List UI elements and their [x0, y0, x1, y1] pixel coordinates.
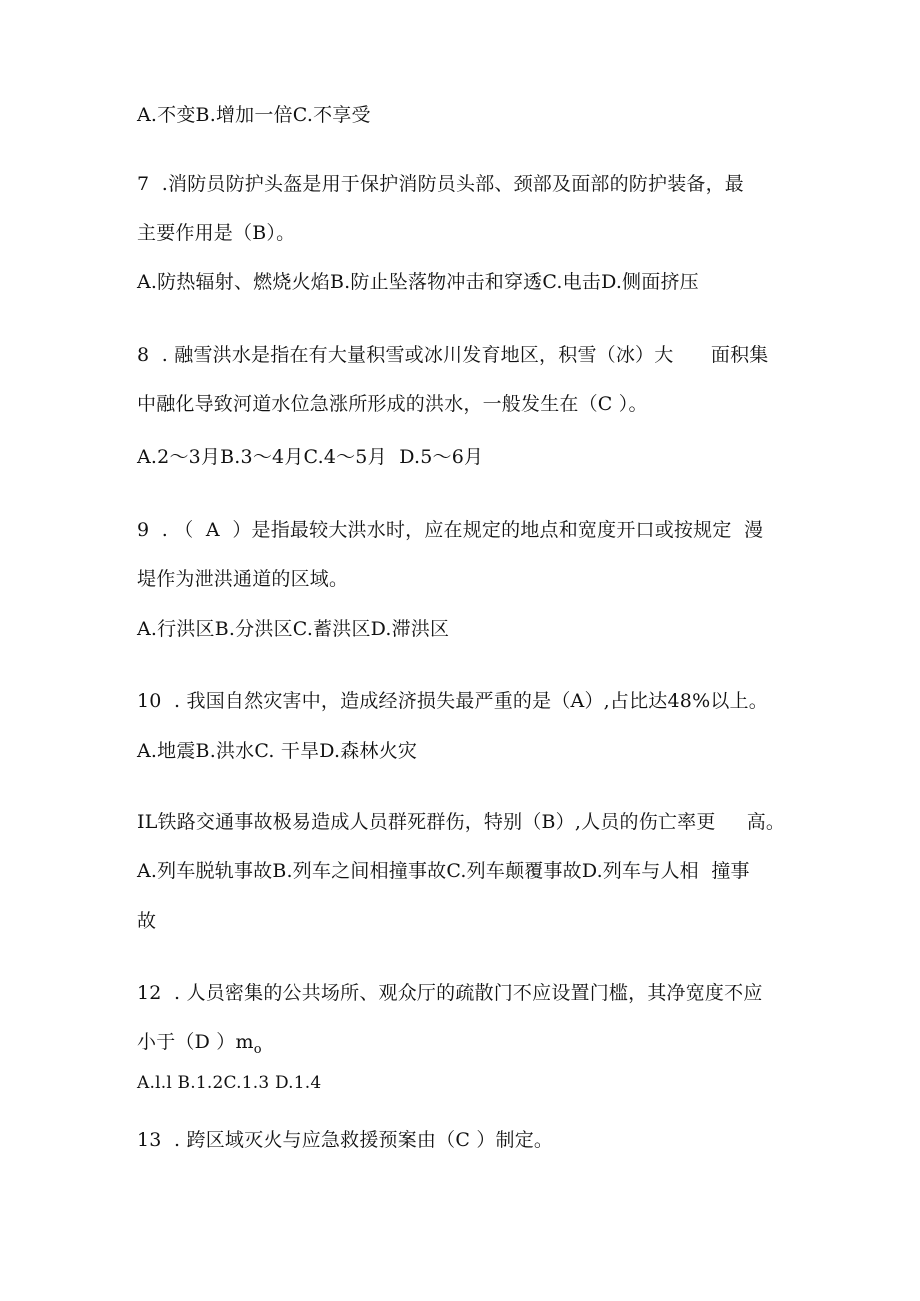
answer-options-q9: A.行洪区B.分洪区C.蓄洪区D.滞洪区	[137, 618, 450, 640]
question-10: 10 . 我国自然灾害中，造成经济损失最严重的是（A）,占比达48%以上。	[137, 690, 768, 712]
answer-options-q10: A.地震B.洪水C. 干旱D.森林火灾	[137, 740, 418, 762]
question-12-line-1: 12 . 人员密集的公共场所、观众厅的疏散门不应设置门槛，其净宽度不应	[137, 982, 763, 1004]
question-7-line-2: 主要作用是（B）。	[137, 222, 296, 244]
answer-options-q8: A.2～3月B.3～4月C.4～5月 D.5～6月	[137, 446, 484, 468]
answer-options-q11-line-1: A.列车脱轨事故B.列车之间相撞事故C.列车颠覆事故D.列车与人相 撞事	[137, 860, 750, 882]
answer-options-q12: A.l.l B.1.2C.1.3 D.1.4	[137, 1073, 322, 1093]
answer-options-q7: A.防热辐射、燃烧火焰B.防止坠落物冲击和穿透C.电击D.侧面挤压	[137, 271, 699, 293]
question-12-line-2-text: 小于（D ）m	[137, 1031, 254, 1053]
question-12-line-2	[137, 1030, 262, 1057]
question-8-line-2: 中融化导致河道水位急涨所形成的洪水，一般发生在（C ）。	[137, 393, 648, 415]
answer-options-q6: A.不变B.增加一倍C.不享受	[137, 104, 371, 126]
question-12-line-2-subscript: o	[253, 1042, 262, 1057]
question-7-line-1: 7 .消防员防护头盔是用于保护消防员头部、颈部及面部的防护装备，最	[137, 173, 745, 195]
answer-options-q11-line-2: 故	[137, 910, 157, 932]
question-9-line-2: 堤作为泄洪通道的区域。	[137, 568, 349, 590]
question-13: 13 . 跨区域灭火与应急救援预案由（C ）制定。	[137, 1129, 554, 1151]
question-8-line-1: 8 . 融雪洪水是指在有大量积雪或冰川发育地区，积雪（冰）大 面积集	[137, 344, 769, 366]
question-11: IL铁路交通事故极易造成人员群死群伤，特别（B）,人员的伤亡率更 高。	[137, 811, 786, 833]
question-9-line-1: 9 . （ A ）是指最较大洪水时，应在规定的地点和宽度开口或按规定 漫	[137, 519, 764, 541]
